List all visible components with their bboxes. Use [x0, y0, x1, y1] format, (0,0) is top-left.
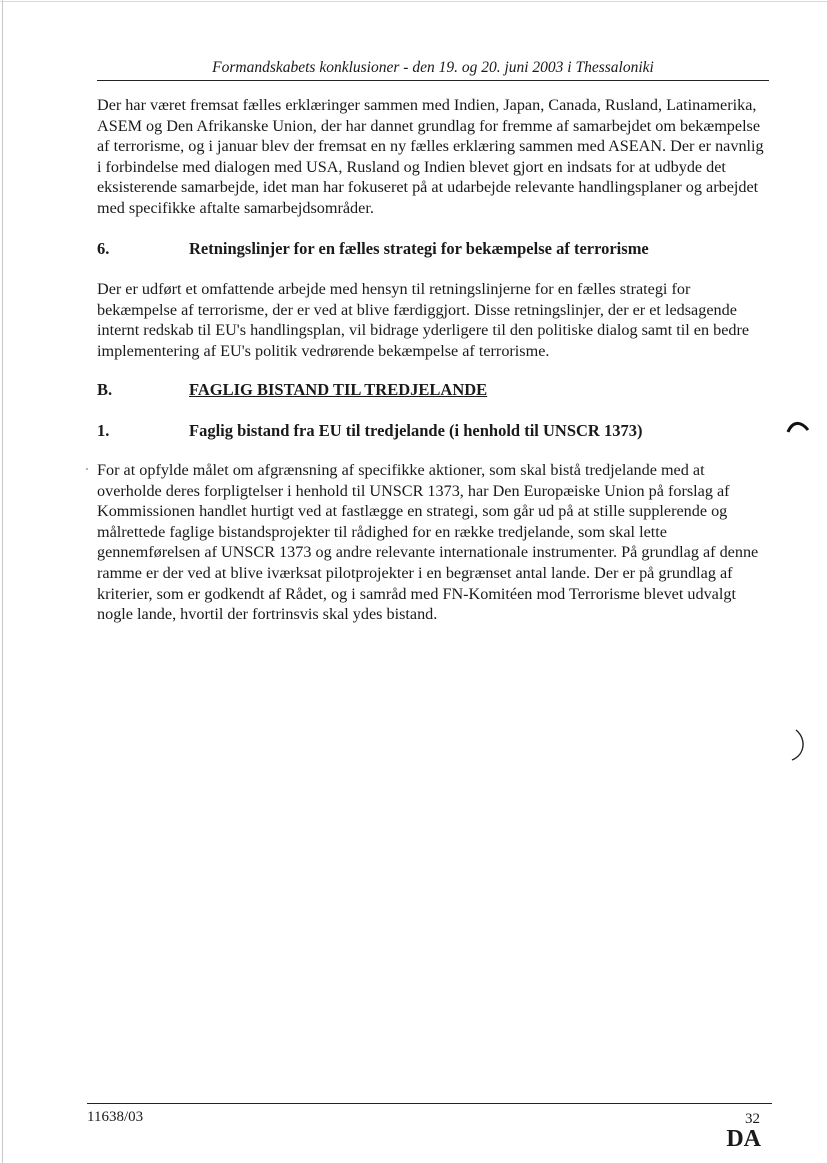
scan-edge-top: [0, 1, 827, 2]
section-title: Faglig bistand fra EU til tredjelande (i henhold til UNSCR 1373): [189, 421, 643, 440]
footer-rule: [87, 1103, 772, 1104]
scan-edge-left: [2, 0, 3, 1163]
section-number: 1.: [97, 421, 110, 440]
part-letter: B.: [97, 380, 113, 399]
scan-artifact-dot: [84, 466, 90, 472]
scan-artifact-bracket: [790, 728, 808, 764]
language-code: DA: [726, 1126, 761, 1152]
section-title: Retningslinjer for en fælles strategi for bekæmpelse af terrorisme: [189, 239, 649, 258]
document-number: 11638/03: [87, 1109, 144, 1125]
section-number: 6.: [97, 239, 110, 258]
header-rule: [97, 80, 769, 81]
paragraph-guidelines: Der er udført et omfattende arbejde med hensyn til retningslinjerne for en fælles strategi for bekæmpelse af terrorisme, der er ved at blive færdiggjort. Disse retningslinjer, der er et ledsagende internt redskab til EU's handlingsplan, vil bidrage yderligere til den politiske dialog samt til en bedre implementering af EU's politik vedrørende bekæmpelse af terrorisme.: [97, 280, 750, 360]
part-title: FAGLIG BISTAND TIL TREDJELANDE: [189, 380, 488, 399]
paragraph-joint-declarations: Der har været fremsat fælles erklæringer sammen med Indien, Japan, Canada, Rusland, Latinamerika, ASEM og Den Afrikanske Union, der har dannet grundlag for fremme af samarbejdet om bekæmpelse af terrorisme, og i januar blev der fremsat en ny fælles erklæring sammen med ASEAN. Der er navnlig i forbindelse med dialogen med USA, Rusland og Indien blevet gjort en indsats for at udbyde det eksisterende samarbejde, idet man har fokuseret på at udarbejde relevante handlingsplaner og arbejdet med specifikke aftalte samarbejdsområder.: [97, 96, 764, 217]
page-number: 32: [745, 1111, 760, 1127]
scan-artifact-mark: [786, 418, 810, 436]
paragraph-technical-assistance: For at opfylde målet om afgrænsning af specifikke aktioner, som skal bistå tredjelande med at overholde deres forpligtelser i henhold til UNSCR 1373, har Den Europæiske Union på forslag af Kommissionen handlet hurtigt ved at fastlægge en strategi, som går ud på at stille supplerende og målrettede faglige bistandsprojekter til rådighed for en række tredjelande, som skal lette gennemførelsen af UNSCR 1373 og andre relevante internationale instrumenter. På grundlag af denne ramme er der ved at blive iværksat pilotprojekter i en begrænset antal lande. Der er på grundlag af kriterier, som er godkendt af Rådet, og i samråd med FN-Komitéen mod Terrorisme blevet udvalgt nogle lande, hvortil der fortrinsvis skal ydes bistand.: [97, 461, 759, 624]
running-header: Formandskabets konklusioner - den 19. og 20. juni 2003 i Thessaloniki: [212, 59, 654, 76]
